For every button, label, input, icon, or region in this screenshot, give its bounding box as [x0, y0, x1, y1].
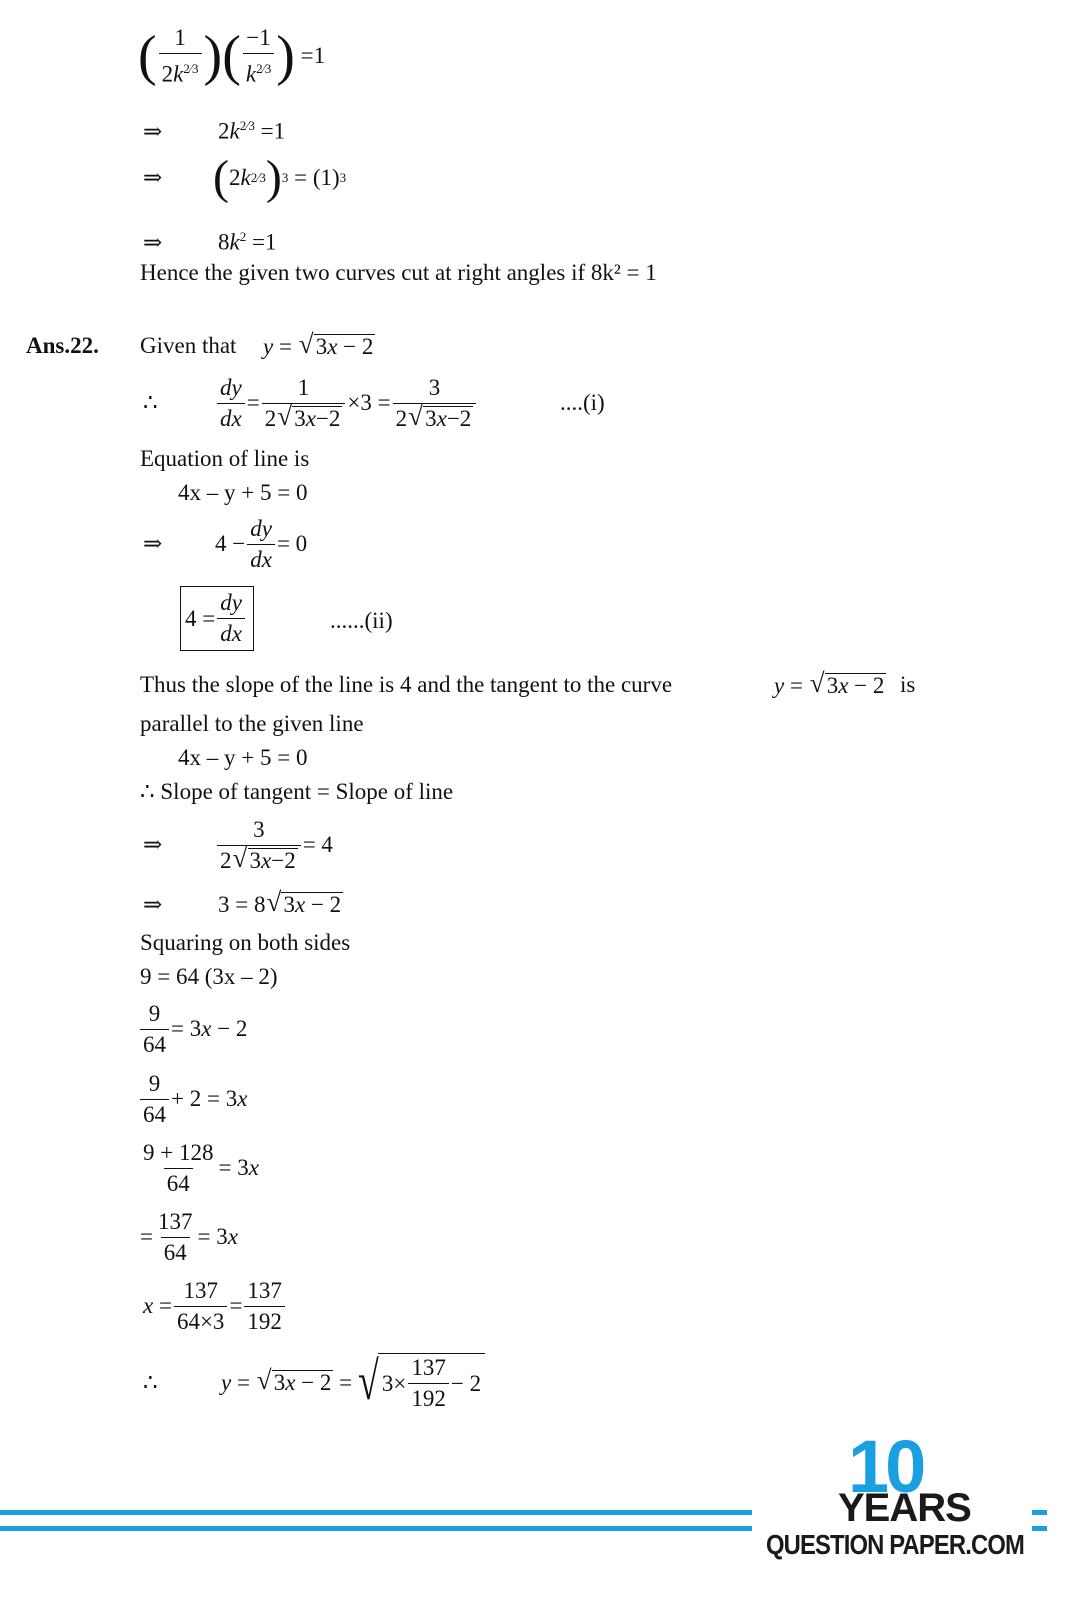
- squared-equation: 9 = 64 (3x – 2): [140, 964, 278, 989]
- boxed-slope: 4 = $\frac{dy}{dx}$: [180, 586, 254, 651]
- slope-sentence-is: is: [900, 672, 916, 697]
- implies-2k-eq-1: ⇒ $2k^{2⁄3} =1$: [143, 118, 286, 144]
- three-eq-eight-root: ⇒ 3 = 8 √ 3x − 2: [143, 887, 342, 917]
- implies-cubed: ⇒ ( 2 k 2⁄3 ) 3 = (1) 3: [143, 151, 347, 204]
- equation-of-line-label: Equation of line is: [140, 446, 310, 471]
- squaring-text: Squaring on both sides: [140, 930, 351, 955]
- footer-stripe-right-bottom: [1032, 1526, 1047, 1531]
- logo-number: 10: [848, 1425, 923, 1508]
- x-value: x = $\frac{137}{64\times 3}$ = $\frac{137}{192}$: [143, 1273, 287, 1339]
- one-three-seven-over-64: = $\frac{137}{64}$ = 3x: [140, 1208, 238, 1265]
- footer-stripe-right-top: [1032, 1510, 1047, 1515]
- given-that-label: Given that: [140, 333, 237, 358]
- equation-tag-ii: ......(ii): [330, 608, 393, 633]
- given-equation: y = √ 3x − 2: [263, 329, 374, 359]
- slope-sentence: Thus the slope of the line is 4 and the tangent to the curve: [140, 672, 673, 697]
- footer-stripe-bottom: [0, 1526, 752, 1531]
- logo-site: QUESTION PAPER.COM: [766, 1529, 1024, 1560]
- derivative-equation: ∴ $\frac{dy}{dx}$ = 1 2 √ 3x−2 ×3 = 3 2 √ 3x−2: [143, 370, 478, 436]
- implies-8k2: ⇒ $8k^2 =1$: [143, 229, 277, 255]
- slope-equality-text: ∴ Slope of tangent = Slope of line: [140, 779, 454, 804]
- equation-tag-i: ....(i): [560, 390, 605, 415]
- slope-equation: ⇒ 3 2 √ 3x−2 = 4: [143, 816, 333, 873]
- curve-expression: y = √ 3x − 2: [774, 668, 885, 698]
- line-equation-2: 4x – y + 5 = 0: [178, 745, 308, 770]
- footer-stripe-top: [0, 1510, 752, 1515]
- answer-label: Ans.22.: [26, 333, 99, 358]
- sum-over-64: $\frac{9 + 128}{64}$ = 3x: [143, 1139, 259, 1196]
- equation-product-of-slopes: ( $\frac{1}{2k^{2⁄3}}$ )( $\frac{-1}{k^{2⁄3}}$ ) =1: [138, 24, 326, 87]
- y-value: ∴ y = √ 3x − 2 = √ 3× $\frac{137}{192}$ − 2: [143, 1348, 485, 1418]
- logo-years: YEARS: [838, 1486, 971, 1530]
- line-derivative: ⇒ 4 − $\frac{dy}{dx}$ = 0: [143, 515, 308, 572]
- conclusion-text: Hence the given two curves cut at right angles if 8k² = 1: [140, 260, 657, 285]
- parallel-text: parallel to the given line: [140, 711, 364, 736]
- nine-over-64-plus-2: $\frac{9}{64}$ + 2 = 3x: [140, 1066, 247, 1132]
- line-equation: 4x – y + 5 = 0: [178, 480, 308, 505]
- nine-over-64-eq: $\frac{9}{64}$ = 3x − 2: [140, 996, 247, 1062]
